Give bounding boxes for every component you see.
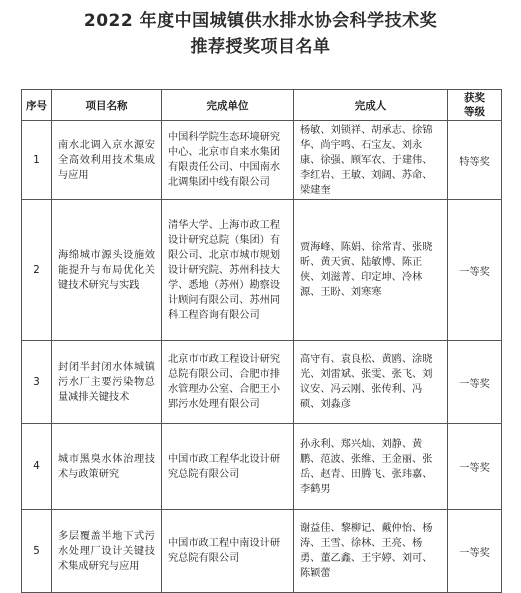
cell-people: 贾海峰、陈娟、徐常青、张晓昕、黄天寅、陆敏博、陈正侠、刘滋菁、印定坤、冷林源、王盼、刘寒寒	[294, 200, 448, 341]
table-row	[22, 424, 502, 510]
cell-unit: 中国科学院生态环境研究中心、北京市自来水集团有限责任公司、中国南水北调集团中线有限公司	[162, 121, 294, 200]
cell-unit: 北京市市政工程设计研究总院有限公司、合肥市排水管理办公室、合肥王小郢污水处理有限公司	[162, 341, 294, 424]
cell-unit: 清华大学、上海市政工程设计研究总院（集团）有限公司、北京市城市规划设计研究院、苏州科技大学、悉地（苏州）勘察设计顾问有限公司、苏州同科工程咨询有限公司	[162, 200, 294, 341]
cell-index: 3	[22, 341, 52, 424]
cell-people: 孙永利、郑兴灿、刘静、黄鹏、范波、张维、王金丽、张岳、赵青、田腾飞、张玮嘉、李鹤男	[294, 424, 448, 510]
cell-level: 一等奖	[448, 510, 502, 593]
header-unit: 完成单位	[162, 90, 294, 121]
table-row	[22, 121, 502, 200]
cell-project-name: 南水北调入京水源安全高效利用技术集成与应用	[52, 121, 162, 200]
cell-level: 一等奖	[448, 341, 502, 424]
table-row	[22, 341, 502, 424]
header-name: 项目名称	[52, 90, 162, 121]
header-index: 序号	[22, 90, 52, 121]
header-people: 完成人	[294, 90, 448, 121]
cell-people: 高守有、袁良松、黄鸥、涂晓光、刘雷斌、张雯、张飞、刘议安、冯云刚、张传利、冯硕、刘淼彦	[294, 341, 448, 424]
header-level	[448, 90, 502, 121]
cell-project-name: 海绵城市源头设施效能提升与布局优化关键技术研究与实践	[52, 200, 162, 341]
award-table	[21, 89, 502, 593]
cell-people: 谢益佳、黎柳记、戴仲怡、杨涛、王雪、徐林、王亮、杨勇、董乙鑫、王宇婷、刘可、陈颖蕾	[294, 510, 448, 593]
title-line-2: 推荐授奖项目名单	[190, 37, 331, 57]
cell-unit: 中国市政工程华北设计研究总院有限公司	[162, 424, 294, 510]
header-level-line-1: 获奖	[464, 92, 485, 104]
cell-index: 2	[22, 200, 52, 341]
header-level-line-2: 等级	[464, 106, 485, 118]
cell-index: 5	[22, 510, 52, 593]
cell-people: 杨敏、刘锁祥、胡承志、徐锦华、尚宇鸣、石宝友、刘永康、徐强、顾军农、于建伟、李红岩、王敏、刘阔、苏命、梁建奎	[294, 121, 448, 200]
cell-index: 1	[22, 121, 52, 200]
cell-project-name: 多层覆盖半地下式污水处理厂设计关键技术集成研究与应用	[52, 510, 162, 593]
title-line-1: 2022 年度中国城镇供水排水协会科学技术奖	[83, 11, 438, 31]
cell-unit: 中国市政工程中南设计研究总院有限公司	[162, 510, 294, 593]
cell-level: 特等奖	[448, 121, 502, 200]
cell-index: 4	[22, 424, 52, 510]
cell-level: 一等奖	[448, 200, 502, 341]
cell-project-name: 城市黑臭水体治理技术与政策研究	[52, 424, 162, 510]
table-row	[22, 510, 502, 593]
document-title	[10, 8, 511, 60]
cell-project-name: 封闭半封闭水体城镇污水厂主要污染物总量减排关键技术	[52, 341, 162, 424]
table-row	[22, 200, 502, 341]
cell-level: 一等奖	[448, 424, 502, 510]
table-header-row	[22, 90, 502, 121]
